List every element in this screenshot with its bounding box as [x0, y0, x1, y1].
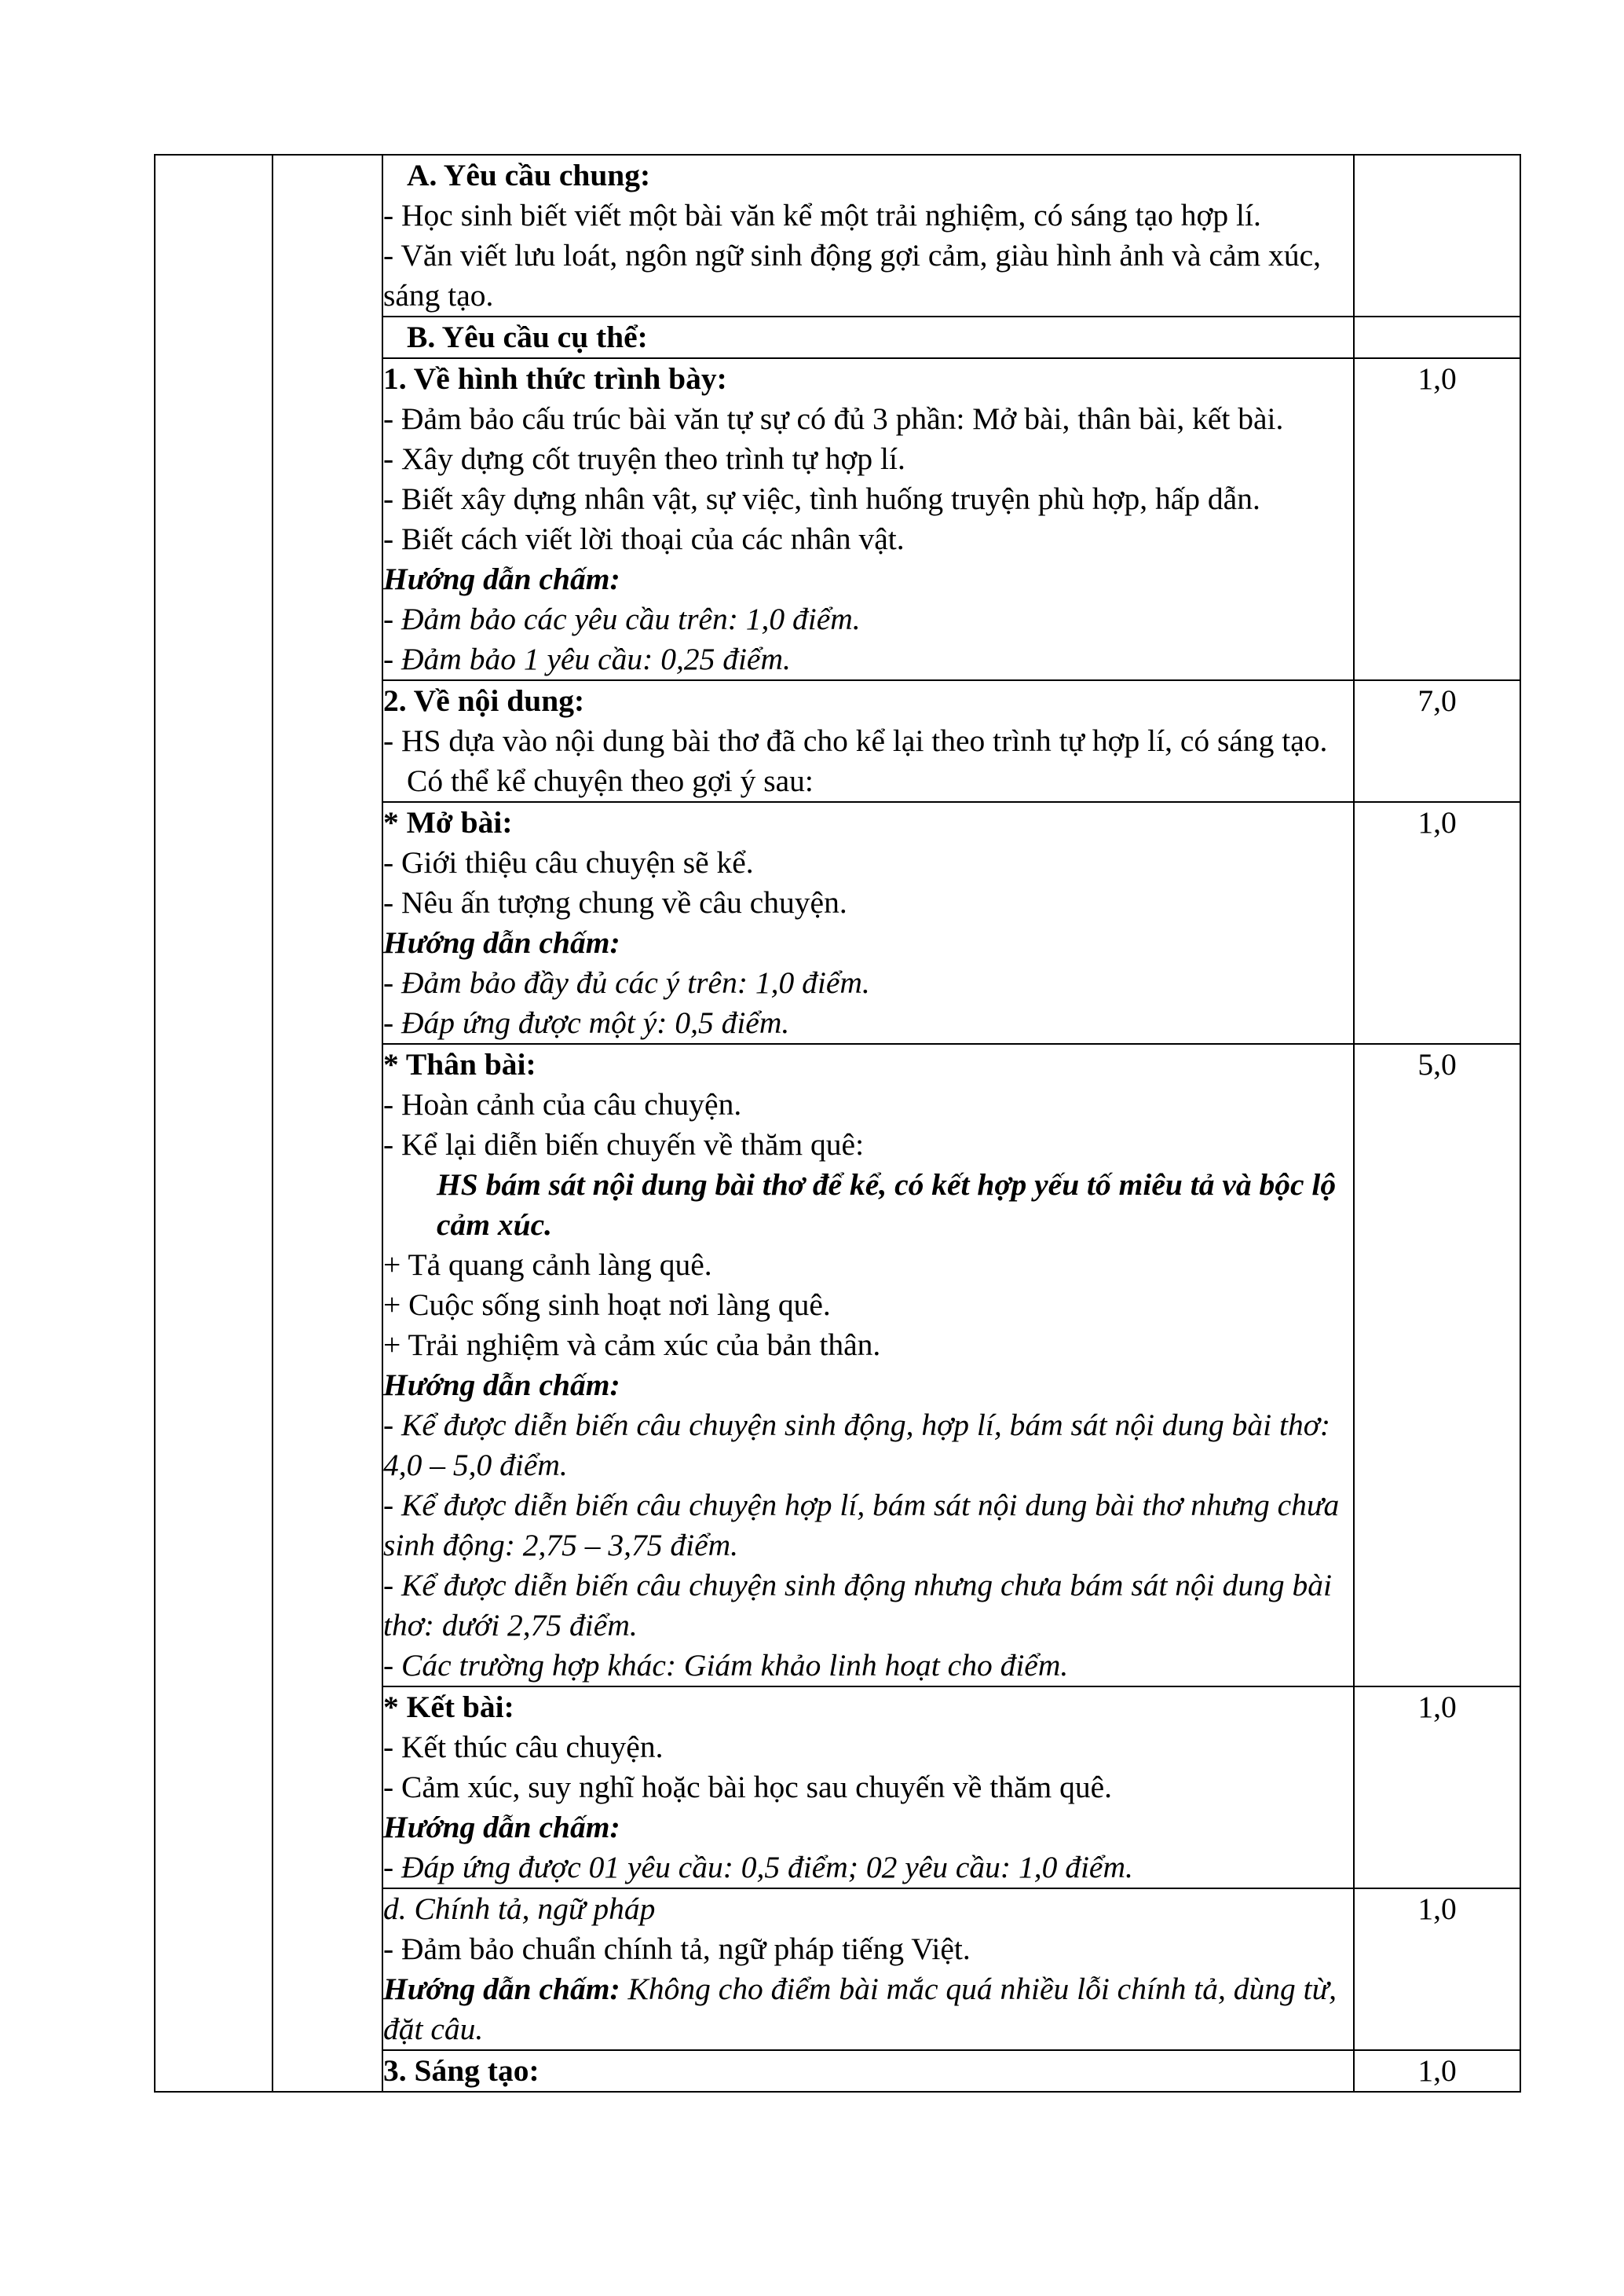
criteria-line: - Kể được diễn biến câu chuyện hợp lí, bám sát nội dung bài thơ nhưng chưa sinh động: 2,75 – 3,75 điểm.	[383, 1488, 1340, 1562]
criteria-line: 2. Về nội dung:	[383, 683, 585, 718]
criteria-line: Hướng dẫn chấm:	[383, 1368, 620, 1402]
score-cell: 1,0	[1354, 2050, 1520, 2092]
criteria-line: - Đảm bảo các yêu cầu trên: 1,0 điểm.	[383, 602, 861, 636]
criteria-line: - Kể lại diễn biến chuyến về thăm quê:	[383, 1127, 865, 1162]
criteria-line: * Thân bài:	[383, 1047, 536, 1082]
criteria-line: - Đảm bảo 1 yêu cầu: 0,25 điểm.	[383, 642, 791, 676]
criteria-line: A. Yêu cầu chung:	[407, 158, 651, 192]
criteria-cell	[382, 1888, 1354, 2050]
score-cell	[1354, 317, 1520, 358]
criteria-line: - Kết thúc câu chuyện.	[383, 1730, 664, 1764]
criteria-line: B. Yêu cầu cụ thể:	[407, 320, 648, 354]
criteria-line: Hướng dẫn chấm:	[383, 1810, 620, 1844]
criteria-line: - Xây dựng cốt truyện theo trình tự hợp lí.	[383, 441, 905, 476]
criteria-line: HS bám sát nội dung bài thơ để kể, có kết hợp yếu tố miêu tả và bộc lộ cảm xúc.	[437, 1167, 1337, 1242]
score-cell: 1,0	[1354, 358, 1520, 680]
rubric-row	[155, 155, 1520, 317]
criteria-line: - Kể được diễn biến câu chuyện sinh động nhưng chưa bám sát nội dung bài thơ: dưới 2,75 điểm.	[383, 1568, 1332, 1642]
sub-question-cell	[272, 155, 382, 2092]
criteria-line: - Đảm bảo chuẩn chính tả, ngữ pháp tiếng Việt.	[383, 1932, 971, 1966]
grading-guide-text: Không cho điểm bài mắc quá nhiều lỗi chính tả, dùng từ, đặt câu.	[383, 1972, 1337, 2046]
criteria-cell	[382, 1686, 1354, 1888]
criteria-line: 3. Sáng tạo:	[383, 2053, 540, 2088]
grading-guide-label: Hướng dẫn chấm:	[383, 1972, 620, 2006]
criteria-line: - Kể được diễn biến câu chuyện sinh động, hợp lí, bám sát nội dung bài thơ: 4,0 – 5,0 điểm.	[383, 1408, 1330, 1482]
criteria-line: Hướng dẫn chấm:	[383, 925, 620, 960]
criteria-line: - Văn viết lưu loát, ngôn ngữ sinh động gợi cảm, giàu hình ảnh và cảm xúc, sáng tạo.	[383, 238, 1321, 313]
score-cell: 7,0	[1354, 680, 1520, 802]
question-number-cell	[155, 155, 272, 2092]
criteria-line: * Kết bài:	[383, 1690, 514, 1724]
criteria-line: - Đảm bảo đầy đủ các ý trên: 1,0 điểm.	[383, 965, 870, 1000]
rubric-body	[155, 155, 1520, 2092]
score-cell: 5,0	[1354, 1044, 1520, 1686]
criteria-line: - Biết cách viết lời thoại của các nhân vật.	[383, 522, 905, 556]
criteria-cell	[382, 802, 1354, 1044]
criteria-line: Hướng dẫn chấm:	[383, 562, 620, 596]
criteria-cell	[382, 680, 1354, 802]
criteria-cell	[382, 358, 1354, 680]
criteria-line: - HS dựa vào nội dung bài thơ đã cho kể lại theo trình tự hợp lí, có sáng tạo.	[383, 723, 1328, 758]
criteria-cell	[382, 2050, 1354, 2092]
criteria-line: - Hoàn cảnh của câu chuyện.	[383, 1087, 742, 1122]
score-cell: 1,0	[1354, 802, 1520, 1044]
criteria-line: - Cảm xúc, suy nghĩ hoặc bài học sau chuyến về thăm quê.	[383, 1770, 1112, 1804]
criteria-line: d. Chính tả, ngữ pháp	[383, 1891, 656, 1926]
criteria-line: + Tả quang cảnh làng quê.	[383, 1247, 712, 1282]
criteria-line: - Các trường hợp khác: Giám khảo linh hoạt cho điểm.	[383, 1648, 1069, 1683]
grading-rubric-table	[154, 154, 1521, 2093]
score-cell: 1,0	[1354, 1888, 1520, 2050]
criteria-line: + Cuộc sống sinh hoạt nơi làng quê.	[383, 1287, 831, 1322]
criteria-line	[383, 1969, 1353, 2049]
criteria-line: - Đáp ứng được 01 yêu cầu: 0,5 điểm; 02 yêu cầu: 1,0 điểm.	[383, 1850, 1133, 1884]
criteria-line: Có thể kể chuyện theo gợi ý sau:	[407, 764, 814, 798]
criteria-line: - Nêu ấn tượng chung về câu chuyện.	[383, 885, 847, 920]
score-cell	[1354, 155, 1520, 317]
criteria-line: - Đảm bảo cấu trúc bài văn tự sự có đủ 3 phần: Mở bài, thân bài, kết bài.	[383, 401, 1284, 436]
criteria-line: - Học sinh biết viết một bài văn kể một trải nghiệm, có sáng tạo hợp lí.	[383, 198, 1261, 233]
criteria-line: 1. Về hình thức trình bày:	[383, 361, 727, 396]
criteria-line: - Biết xây dựng nhân vật, sự việc, tình huống truyện phù hợp, hấp dẫn.	[383, 482, 1260, 516]
criteria-line: * Mở bài:	[383, 805, 513, 840]
criteria-cell	[382, 1044, 1354, 1686]
criteria-cell	[382, 317, 1354, 358]
criteria-line: - Giới thiệu câu chuyện sẽ kể.	[383, 845, 754, 880]
score-cell: 1,0	[1354, 1686, 1520, 1888]
criteria-cell	[382, 155, 1354, 317]
criteria-line: - Đáp ứng được một ý: 0,5 điểm.	[383, 1005, 790, 1040]
criteria-line: + Trải nghiệm và cảm xúc của bản thân.	[383, 1327, 881, 1362]
